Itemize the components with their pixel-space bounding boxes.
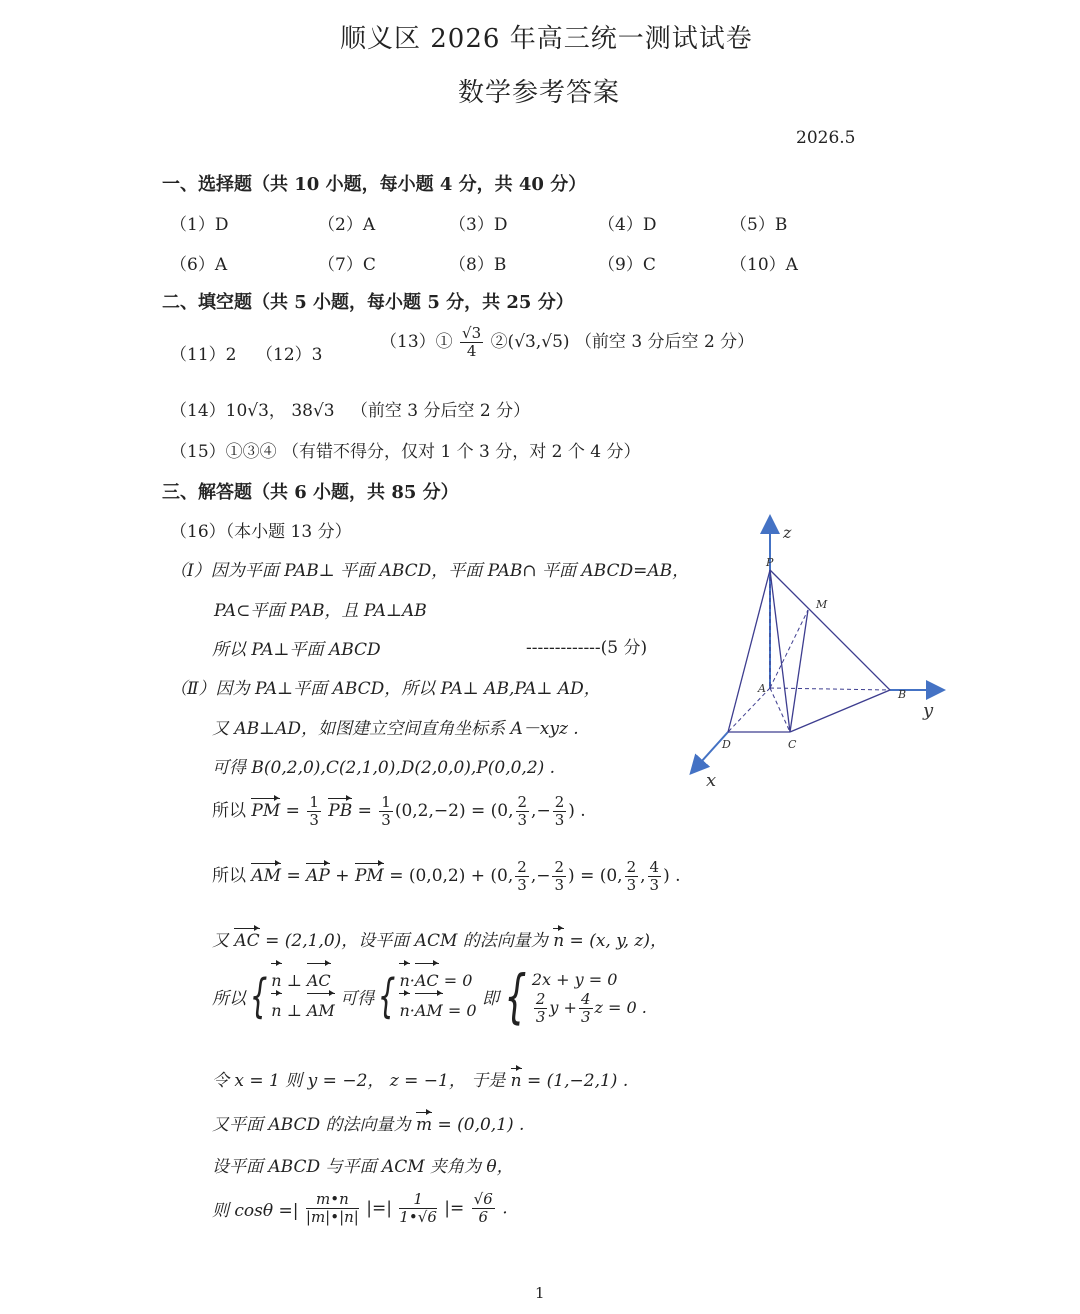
- edge-PD: [728, 570, 770, 732]
- answer-q15: （15）①③④ （有错不得分，仅对 1 个 3 分，对 2 个 4 分）: [170, 442, 641, 462]
- equation-m: 又平面 ABCD 的法向量为 m = (0,0,1) .: [212, 1115, 525, 1135]
- q16-heading: （16）（本小题 13 分）: [170, 522, 352, 542]
- label-y: y: [923, 700, 934, 721]
- edge-PC: [770, 570, 790, 732]
- answer-item: （6）A: [170, 255, 228, 275]
- equation-let: 令 x = 1 则 y = −2， z = −1， 于是 n = (1,−2,1) .: [212, 1071, 629, 1091]
- section3-heading: 三、解答题（共 6 小题，共 85 分）: [162, 482, 459, 503]
- page-number: 1: [535, 1284, 545, 1302]
- geometry-figure: [680, 510, 960, 800]
- label-P: P: [766, 556, 774, 569]
- equation-system: 所以{ n ⊥ AC n ⊥ AM 可得{ n·AC = 0 n·AM = 0 即{ 2x + y = 0 $\frac{2}{3}$ y + $\frac{4}{3}$ z = 0 .: [212, 962, 647, 1031]
- section2-heading: 二、填空题（共 5 小题，每小题 5 分，共 25 分）: [162, 292, 574, 313]
- proof-line: 又 AB⊥AD，如图建立空间直角坐标系 A－xyz .: [212, 719, 579, 739]
- label-M: M: [816, 598, 828, 611]
- answer-item: （2）A: [318, 215, 376, 235]
- answer-q14: （14）10√3， 38√3 （前空 3 分后空 2 分）: [170, 401, 531, 421]
- answer-item: （7）C: [318, 255, 376, 275]
- label-A: A: [758, 682, 766, 695]
- equation-am: 所以 AM = AP + PM = (0,0,2) + (0, $\frac{2}{3}$ ,− $\frac{2}{3}$ ) = (0, $\frac{2}{3}$ , $\frac{4}{3}$ ) .: [212, 858, 681, 894]
- page-subtitle: 数学参考答案: [458, 78, 621, 108]
- edge-PB: [770, 570, 890, 690]
- label-x: x: [706, 770, 717, 791]
- answer-item: （4）D: [598, 215, 657, 235]
- proof-line: 所以 PA⊥平面 ABCD: [212, 640, 381, 660]
- equation-ac: 又 AC = (2,1,0)，设平面 ACM 的法向量为 n = (x, y, z)，: [212, 931, 667, 951]
- answer-item: （3）D: [449, 215, 508, 235]
- equation-theta: 设平面 ABCD 与平面 ACM 夹角为 θ，: [212, 1157, 514, 1177]
- equation-cos: 则 cosθ =| $\frac{m•n}{|m|•|n|}$ |=| $\frac{1}{1•√6}$ |= $\frac{√6}{6}$ .: [212, 1190, 508, 1226]
- proof-line: PA⊂平面 PAB，且 PA⊥AB: [214, 601, 427, 621]
- proof-line: （Ⅱ）因为 PA⊥平面 ABCD，所以 PA⊥ AB,PA⊥ AD，: [170, 679, 601, 699]
- answer-q13: （13）① $\frac{√3}{4}$ ②(√3,√5) （前空 3 分后空 2 分）: [380, 324, 755, 360]
- answer-item: （5）B: [730, 215, 788, 235]
- answer-q11: （11）2: [170, 345, 237, 365]
- score-mark: -------------(5 分): [526, 638, 648, 658]
- answer-item: （10）A: [730, 255, 798, 275]
- answer-item: （1）D: [170, 215, 229, 235]
- proof-line: （Ⅰ）因为平面 PAB⊥ 平面 ABCD，平面 PAB∩ 平面 ABCD=AB，: [170, 561, 690, 581]
- proof-line: 可得 B(0,2,0),C(2,1,0),D(2,0,0),P(0,0,2) .: [212, 758, 556, 778]
- label-z: z: [783, 523, 792, 542]
- answer-item: （8）B: [449, 255, 507, 275]
- date: 2026.5: [796, 128, 856, 148]
- page-title: 顺义区 2026 年高三统一测试试卷: [340, 24, 753, 54]
- edge-CB: [790, 690, 890, 732]
- answer-q12: （12）3: [256, 345, 323, 365]
- equation-pm: 所以 PM = $\frac{1}{3}$ PB = $\frac{1}{3}$ (0,2,−2) = (0, $\frac{2}{3}$ ,− $\frac{2}{3}$ ) .: [212, 793, 586, 829]
- label-C: C: [788, 738, 797, 751]
- label-B: B: [898, 688, 907, 701]
- section1-heading: 一、选择题（共 10 小题，每小题 4 分，共 40 分）: [162, 174, 587, 195]
- label-D: D: [722, 738, 731, 751]
- edge-AB: [770, 688, 890, 690]
- answer-item: （9）C: [598, 255, 656, 275]
